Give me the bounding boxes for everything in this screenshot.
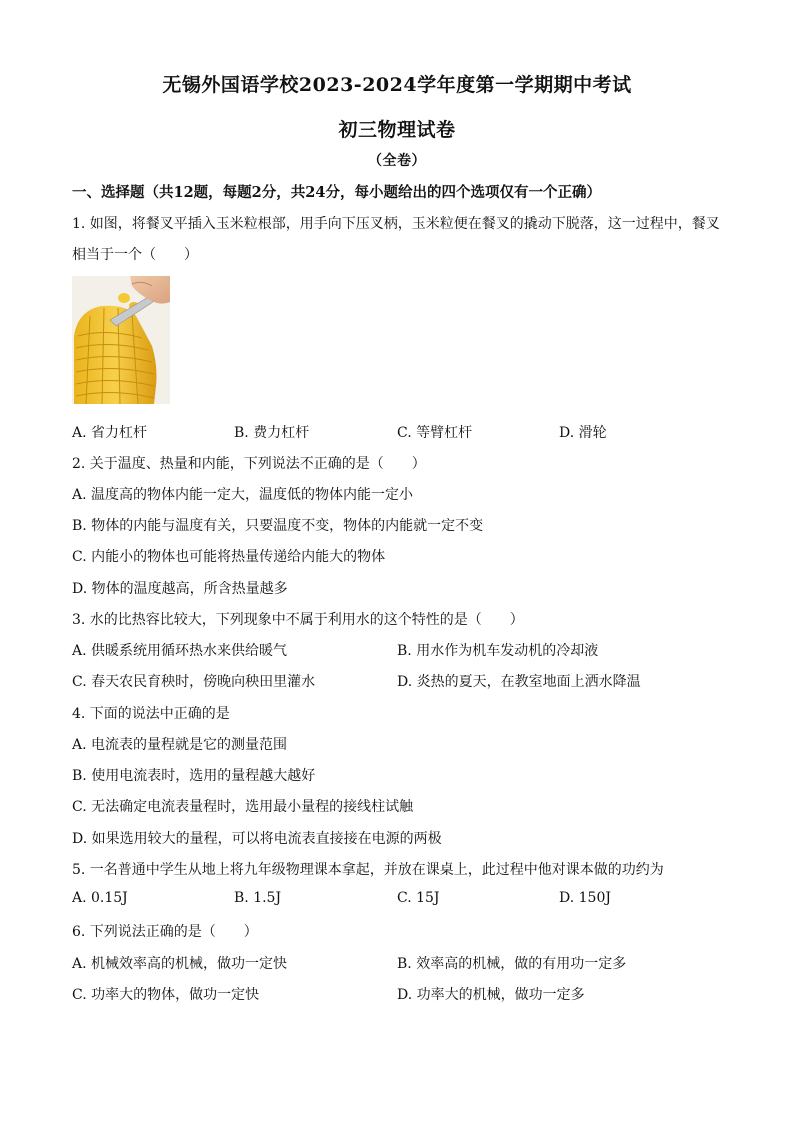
question-1-option-a: A. 省力杠杆 [72, 425, 148, 441]
question-1-stem-line2: 相当于一个（ ） [72, 247, 198, 263]
section-heading: 一、选择题（共12题，每题2分，共24分，每小题给出的四个选项仅有一个正确） [72, 184, 601, 201]
question-4-option-b: B. 使用电流表时，选用的量程越大越好 [72, 768, 316, 784]
exam-title: 无锡外国语学校2023-2024学年度第一学期期中考试 [162, 74, 632, 96]
question-6-option-b: B. 效率高的机械，做的有用功一定多 [397, 956, 627, 972]
corn-fork-image [72, 276, 170, 404]
question-2-option-d: D. 物体的温度越高，所含热量越多 [72, 581, 288, 597]
question-3-stem: 3. 水的比热容比较大，下列现象中不属于利用水的这个特性的是（ ） [72, 612, 524, 628]
question-5-stem: 5. 一名普通中学生从地上将九年级物理课本拿起，并放在课桌上，此过程中他对课本做的功约为 [72, 862, 664, 878]
question-6-option-d: D. 功率大的机械，做功一定多 [397, 987, 585, 1003]
question-5-option-a: A. 0.15J [72, 890, 128, 906]
question-1-option-b: B. 费力杠杆 [234, 425, 310, 441]
question-4-stem: 4. 下面的说法中正确的是 [72, 706, 230, 722]
question-5-option-c: C. 15J [397, 890, 440, 906]
question-3-option-d: D. 炎热的夏天，在教室地面上洒水降温 [397, 674, 641, 690]
question-6-stem: 6. 下列说法正确的是（ ） [72, 924, 258, 940]
question-6-option-c: C. 功率大的物体，做功一定快 [72, 987, 260, 1003]
question-3-option-b: B. 用水作为机车发动机的冷却液 [397, 643, 599, 659]
question-3-option-c: C. 春天农民育秧时，傍晚向秧田里灌水 [72, 674, 316, 690]
question-2-option-a: A. 温度高的物体内能一定大，温度低的物体内能一定小 [72, 487, 414, 503]
question-4-option-c: C. 无法确定电流表量程时，选用最小量程的接线柱试触 [72, 799, 414, 815]
exam-subtitle: 初三物理试卷 [338, 119, 456, 141]
question-4-option-a: A. 电流表的量程就是它的测量范围 [72, 737, 288, 753]
exam-scope: （全卷） [368, 153, 426, 169]
question-2-option-b: B. 物体的内能与温度有关，只要温度不变，物体的内能就一定不变 [72, 518, 484, 534]
corn-fork-photo [72, 276, 170, 404]
question-1-option-c: C. 等臂杠杆 [397, 425, 473, 441]
question-5-option-b: B. 1.5J [234, 890, 282, 906]
question-1-option-d: D. 滑轮 [559, 425, 607, 441]
question-3-option-a: A. 供暖系统用循环热水来供给暖气 [72, 643, 288, 659]
question-4-option-d: D. 如果选用较大的量程，可以将电流表直接接在电源的两极 [72, 831, 442, 847]
question-2-stem: 2. 关于温度、热量和内能，下列说法不正确的是（ ） [72, 456, 426, 472]
question-5-option-d: D. 150J [559, 890, 611, 906]
question-2-option-c: C. 内能小的物体也可能将热量传递给内能大的物体 [72, 549, 386, 565]
question-1-stem-line1: 1. 如图，将餐叉平插入玉米粒根部，用手向下压叉柄，玉米粒便在餐叉的撬动下脱落，这一过程中，餐叉 [72, 216, 720, 232]
question-6-option-a: A. 机械效率高的机械，做功一定快 [72, 956, 288, 972]
